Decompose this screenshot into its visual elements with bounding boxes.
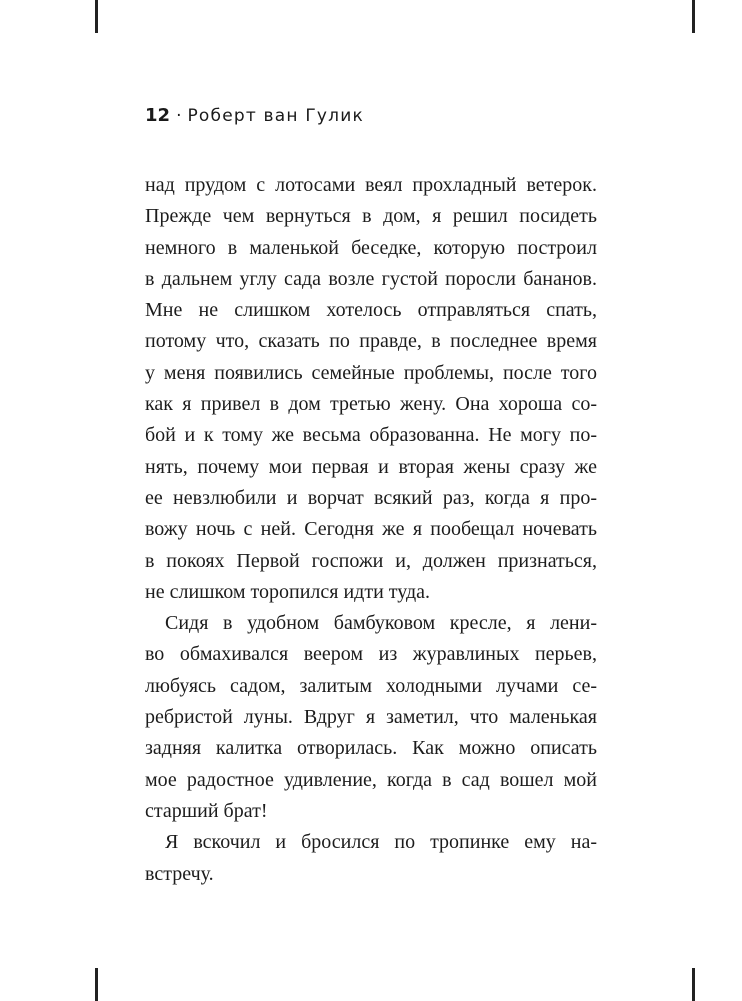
text-line: ее невзлюбили и ворчат всякий раз, когда я про- [145,486,597,509]
text-line: над прудом с лотосами веял прохладный ветерок. [145,174,597,196]
text-line: немного в маленькой беседке, которую построил [145,236,597,259]
text-line: нять, почему мои первая и вторая жены сразу же [145,455,597,478]
text-line: как я привел в дом третью жену. Она хороша со- [145,393,597,416]
running-head [145,104,364,128]
paragraph-2 [145,608,597,827]
running-head-separator: · [176,106,182,126]
crop-mark-bottom-left [95,968,98,1001]
text-line: у меня появились семейные проблемы, после того [145,361,597,384]
text-line: мое радостное удивление, когда в сад вошел мой [145,768,597,791]
text-line: Я вскочил и бросился по тропинке ему на- [165,831,597,854]
paragraph-1 [145,170,597,608]
text-line: Сидя в удобном бамбуковом кресле, я лени- [165,612,597,635]
text-line: в дальнем углу сада возле густой поросли бананов. [145,267,597,290]
text-line: в покоях Первой госпожи и, должен признаться, [145,549,597,572]
text-line: ребристой луны. Вдруг я заметил, что маленькая [145,706,597,729]
text-line: бой и к тому же весьма образованна. Не могу по- [145,424,597,447]
text-line: не слишком торопился идти туда. [145,580,431,603]
text-line: задняя калитка отворилась. Как можно описать [145,737,597,760]
text-line: любуясь садом, залитым холодными лучами се- [145,674,597,697]
paragraph-3 [145,827,597,890]
text-line: потому что, сказать по правде, в последнее время [145,330,597,353]
text-line: старший брат! [145,799,268,822]
text-line: Прежде чем вернуться в дом, я решил посидеть [145,205,597,228]
running-head-author: Роберт ван Гулик [187,106,364,126]
body-text [145,170,597,890]
text-line: встречу. [145,862,214,885]
text-line: во обмахивался веером из журавлиных перьев, [145,643,597,666]
page-number: 12 [145,105,171,126]
crop-mark-bottom-right [692,968,695,1001]
text-line: Мне не слишком хотелось отправляться спать, [145,299,597,322]
text-line: вожу ночь с ней. Сегодня же я пообещал ночевать [145,518,597,541]
crop-mark-top-left [95,0,98,33]
crop-mark-top-right [692,0,695,33]
